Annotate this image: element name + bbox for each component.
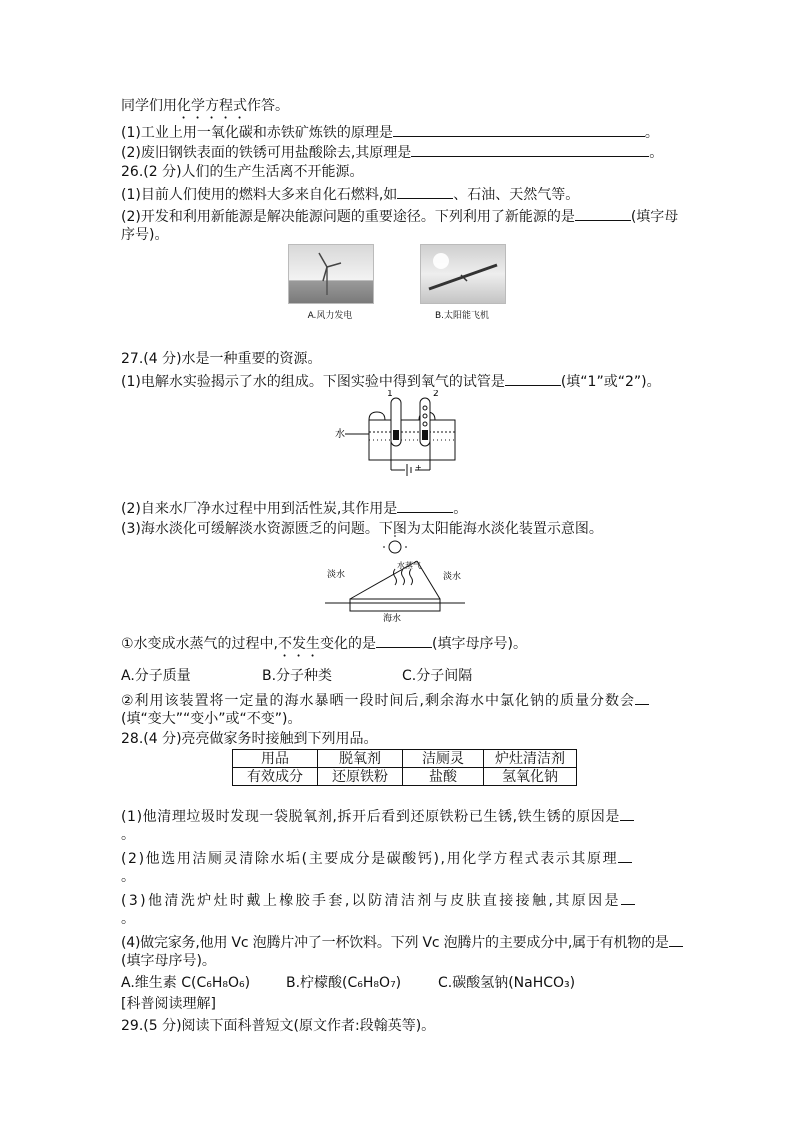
answer-blank[interactable] <box>620 806 634 821</box>
q28-part2: (2)他选用洁厕灵清除水垢(主要成分是碳酸钙),用化学方程式表示其原理 <box>121 848 632 868</box>
table-cell: 盐酸 <box>403 768 484 786</box>
table-row <box>233 750 577 768</box>
q28-part1-end: 。 <box>121 827 135 843</box>
q26-part2: (2)开发和利用新能源是解决能源问题的重要途径。下列利用了新能源的是 (填字母 <box>121 206 678 226</box>
answer-blank[interactable] <box>621 890 635 905</box>
positive-label: + <box>415 463 422 472</box>
q25-part2: (2)废旧钢铁表面的铁锈可用盐酸除去,其原理是 。 <box>121 142 663 162</box>
section-heading: [科普阅读理解] <box>121 996 216 1012</box>
household-products-table <box>232 749 577 786</box>
q25-part1: (1)工业上用一氧化碳和赤铁矿炼铁的原理是 。 <box>121 122 659 142</box>
answer-blank[interactable] <box>397 498 453 513</box>
q27-part2: (2)自来水厂净水过程中用到活性炭,其作用是 。 <box>121 498 467 518</box>
intro-line: 同学们用化学方程式作答。 <box>121 98 289 114</box>
solar-plane-icon <box>421 245 505 303</box>
q27-part1: (1)电解水实验揭示了水的组成。下图实验中得到氧气的试管是 (填“1”或“2”)。 <box>121 371 661 391</box>
q28-option-a: A.维生素 C(C₆H₈O₆) <box>121 975 251 991</box>
answer-blank[interactable] <box>393 122 645 137</box>
table-header-cell: 用品 <box>233 750 318 768</box>
q26-part2-cont: 序号)。 <box>121 227 169 243</box>
table-header-cell: 洁厕灵 <box>403 750 484 768</box>
table-header-cell: 炉灶清洁剂 <box>484 750 577 768</box>
answer-blank[interactable] <box>635 690 649 705</box>
wind-power-photo <box>288 244 374 304</box>
water-label: 水 <box>335 429 345 440</box>
desalination-diagram <box>325 535 465 623</box>
table-row <box>233 768 577 786</box>
q28-option-c: C.碳酸氢钠(NaHCO₃) <box>438 975 576 991</box>
q27-sub2-cont: (填“变大”“变小”或“不变”)。 <box>121 711 302 727</box>
tube2-label: 2 <box>433 390 439 399</box>
table-header-cell: 脱氧剂 <box>318 750 403 768</box>
q27-part3: (3)海水淡化可缓解淡水资源匮乏的问题。下图为太阳能海水淡化装置示意图。 <box>121 521 603 537</box>
answer-blank[interactable] <box>376 633 432 648</box>
answer-blank[interactable] <box>411 142 649 157</box>
q28-part2-end: 。 <box>121 869 135 885</box>
tube1-label: 1 <box>387 390 393 399</box>
seawater-label: 海水 <box>383 614 402 623</box>
electrolysis-diagram <box>335 390 470 478</box>
q26-title: 26.(2 分)人们的生产生活离不开能源。 <box>121 164 364 180</box>
q27-option-a: A.分子质量 <box>121 668 191 684</box>
q28-option-b: B.柠檬酸(C₆H₈O₇) <box>286 975 402 991</box>
q27-sub1: ①水变成水蒸气的过程中,不发生变化的是 (填字母序号)。 <box>121 633 527 660</box>
q27-title: 27.(4 分)水是一种重要的资源。 <box>121 351 322 367</box>
q28-part3-end: 。 <box>121 911 135 927</box>
answer-blank[interactable] <box>669 932 683 947</box>
answer-blank[interactable] <box>575 206 631 221</box>
fresh-water-left-label: 淡水 <box>327 570 346 580</box>
vapor-label: 水蒸气 <box>397 561 421 570</box>
wind-turbine-icon <box>289 245 373 303</box>
q28-part3: (3)他清洗炉灶时戴上橡胶手套,以防清洁剂与皮肤直接接触,其原因是 <box>121 890 635 910</box>
solar-plane-caption: B.太阳能飞机 <box>434 311 490 321</box>
answer-blank[interactable] <box>397 184 453 199</box>
solar-plane-photo <box>420 244 506 304</box>
q27-option-b: B.分子种类 <box>262 668 333 684</box>
q29-title: 29.(5 分)阅读下面科普短文(原文作者:段翰英等)。 <box>121 1018 436 1034</box>
answer-blank[interactable] <box>618 848 632 863</box>
table-cell: 氢氧化钠 <box>484 768 577 786</box>
q28-title: 28.(4 分)亮亮做家务时接触到下列用品。 <box>121 731 378 747</box>
q26-part1: (1)目前人们使用的燃料大多来自化石燃料,如 、石油、天然气等。 <box>121 184 579 204</box>
q27-sub2: ②利用该装置将一定量的海水暴晒一段时间后,剩余海水中氯化钠的质量分数会 <box>121 690 649 710</box>
q28-part4-cont: (填字母序号)。 <box>121 953 216 969</box>
q28-part4: (4)做完家务,他用 Vc 泡腾片冲了一杯饮料。下列 Vc 泡腾片的主要成分中,属于有机物的是 <box>121 932 683 952</box>
sun-icon <box>389 541 401 553</box>
q28-part1: (1)他清理垃圾时发现一袋脱氧剂,拆开后看到还原铁粉已生锈,铁生锈的原因是 <box>121 806 634 826</box>
table-cell: 还原铁粉 <box>318 768 403 786</box>
answer-blank[interactable] <box>505 371 561 386</box>
table-cell: 有效成分 <box>233 768 318 786</box>
wind-power-caption: A.风力发电 <box>307 311 353 321</box>
fresh-water-right-label: 淡水 <box>443 572 462 582</box>
q27-option-c: C.分子间隔 <box>402 668 473 684</box>
